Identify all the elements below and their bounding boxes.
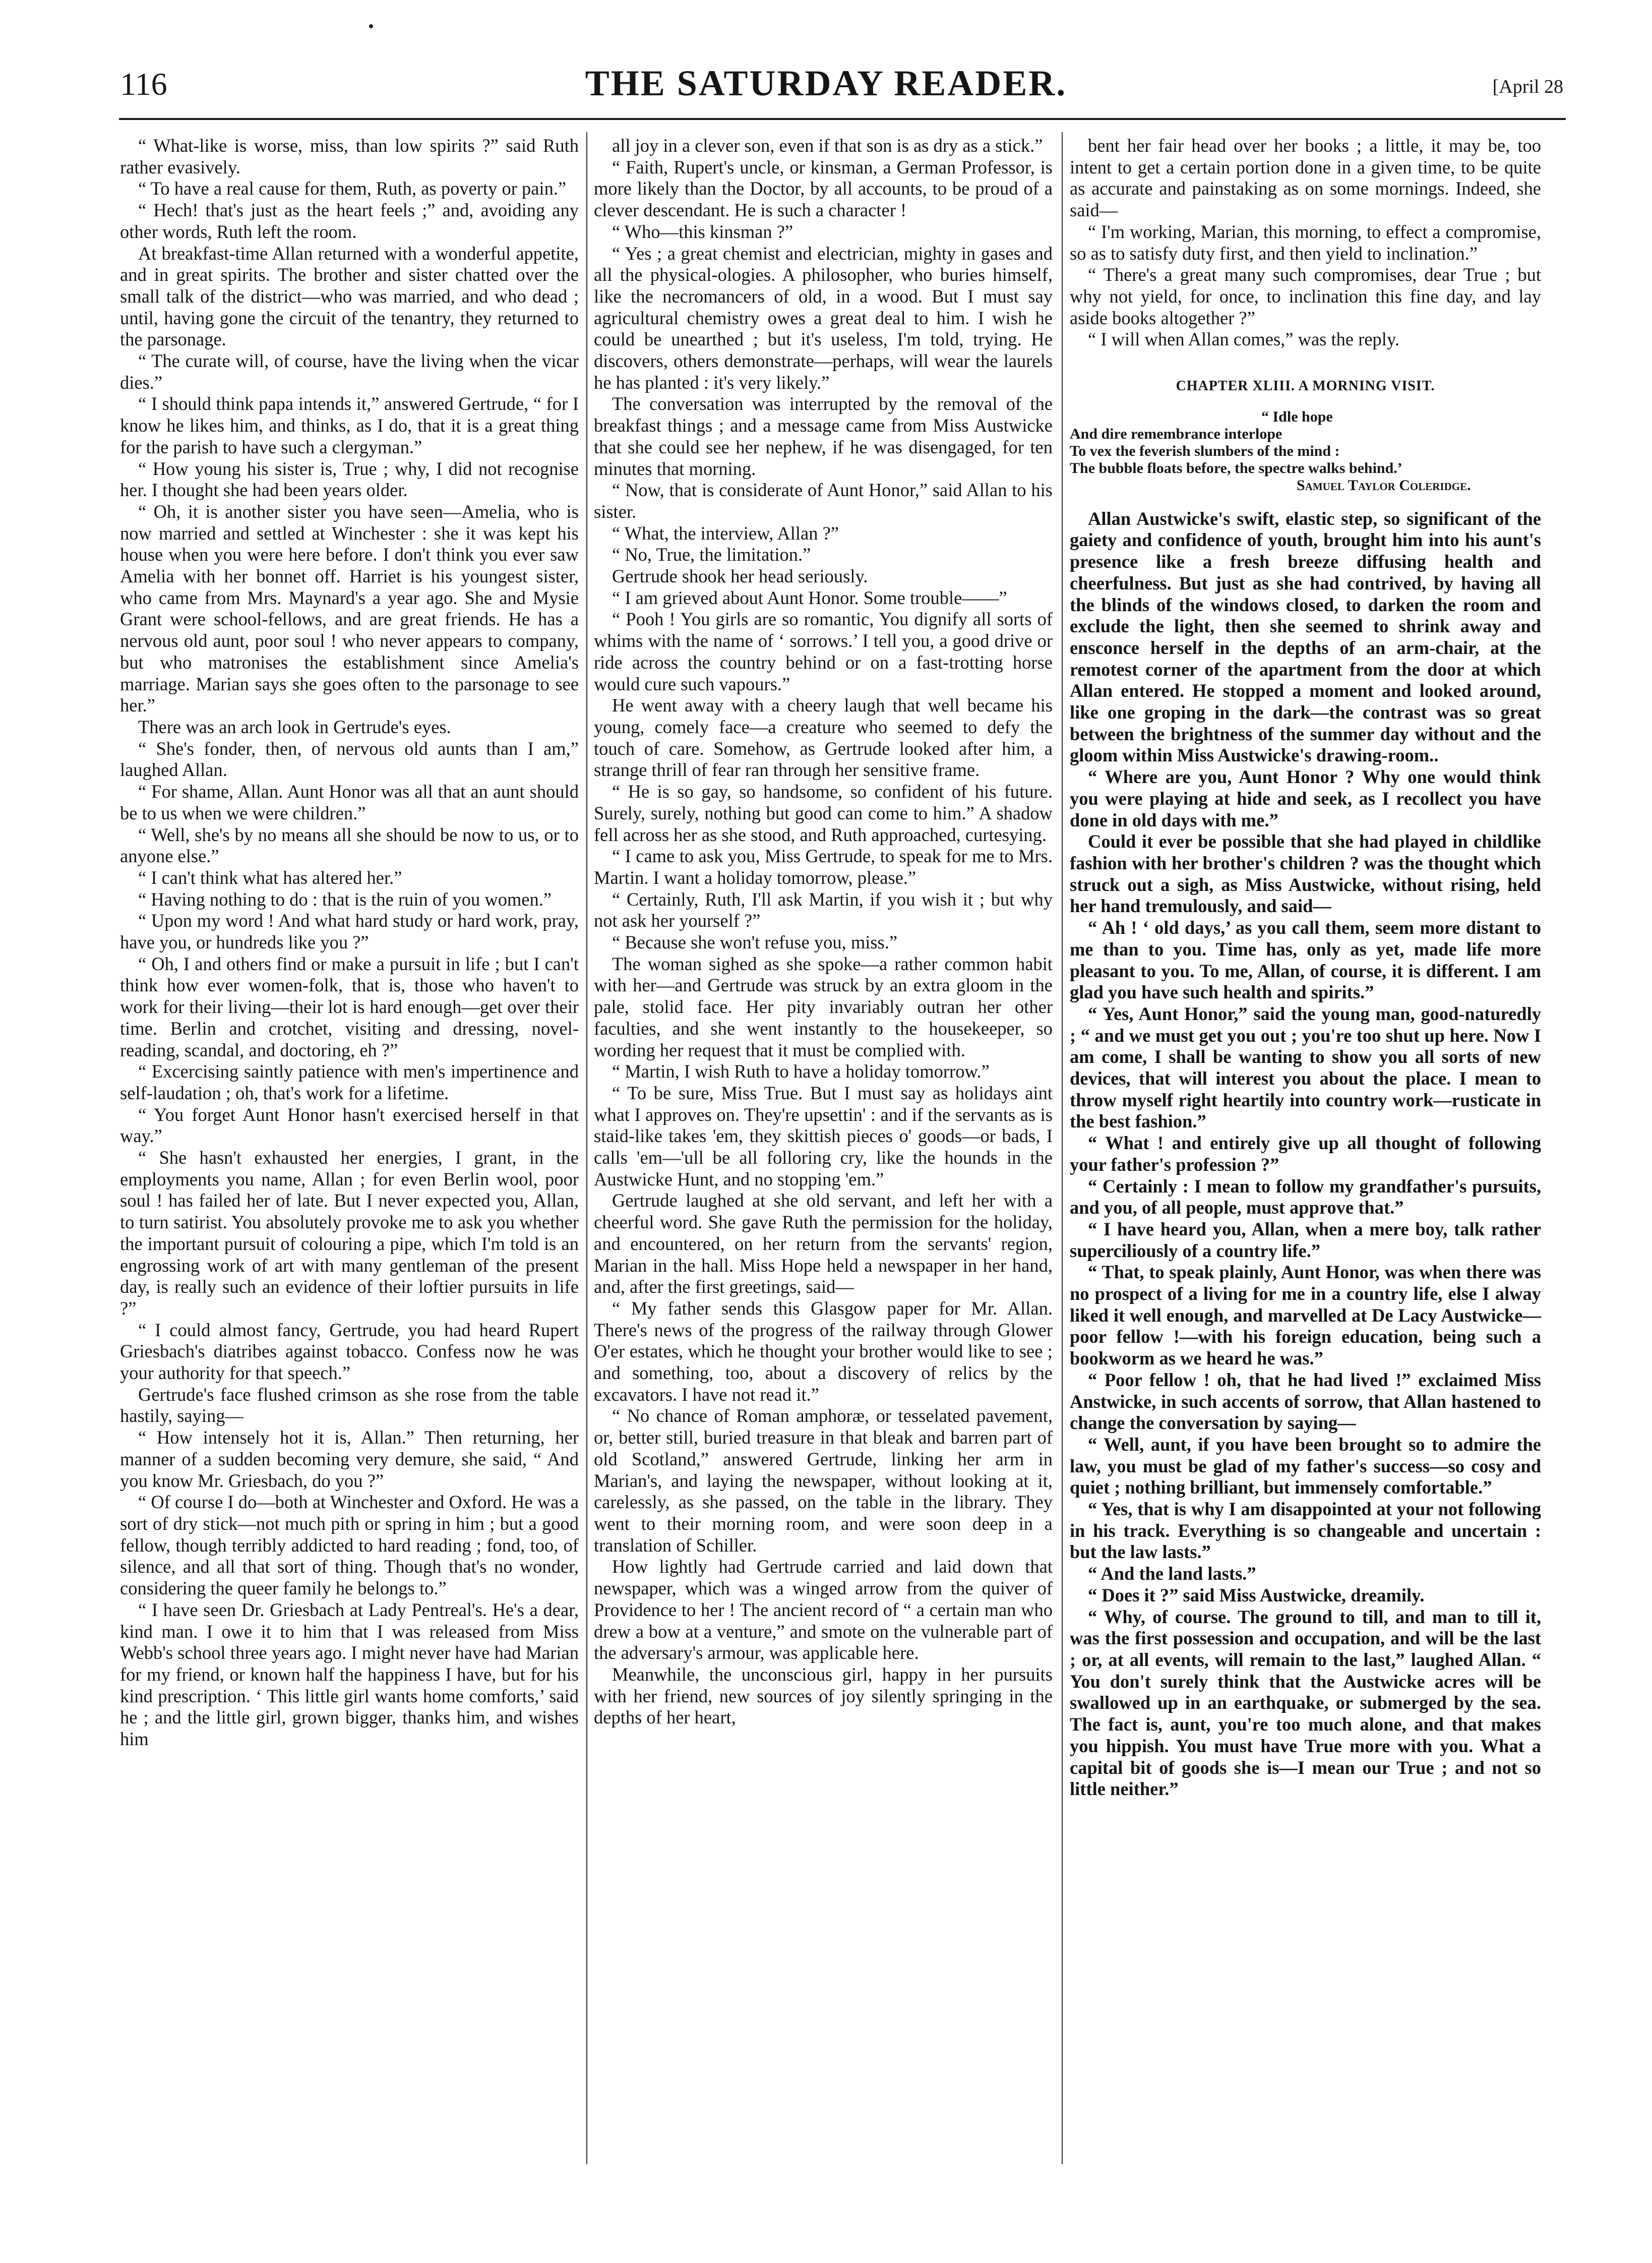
paragraph: “ What ! and entirely give up all thought of following your father's profession ?” [1070, 1133, 1541, 1175]
paragraph: “ The curate will, of course, have the living when the vicar dies.” [120, 350, 579, 393]
paragraph: “ That, to speak plainly, Aunt Honor, was when there was no prospect of a living for me in a country life, else I alway liked it well enough, and marvelled at De Lacy Austwicke—poor fellow !—with his foreign education, being such a bookworm as we heard he was.” [1070, 1262, 1541, 1369]
column-divider [1062, 132, 1063, 2164]
paragraph: “ Oh, I and others find or make a pursuit in life ; but I can't think how ever women-folk, that is, those who haven't to work for their living—their lot is hard enough—get over their time. Berlin and crotchet, visiting and dressing, novel-reading, scandal, and doctoring, eh ?” [120, 953, 579, 1060]
paragraph: “ Where are you, Aunt Honor ? Why one would think you were playing at hide and seek, as I recollect you have done in old days with me.” [1070, 766, 1541, 830]
paragraph: Could it ever be possible that she had played in childlike fashion with her brother's children ? was the thought which struck out a sigh, as Miss Austwicke, without rising, held her hand tremulously, and said— [1070, 831, 1541, 917]
paragraph: “ Who—this kinsman ?” [612, 221, 793, 242]
paragraph: “ Does it ?” said Miss Austwicke, dreamily. [1088, 1584, 1425, 1605]
issue-date: [April 28 [1492, 76, 1563, 97]
paragraph: At breakfast-time Allan returned with a wonderful appetite, and in great spirits. The brother and sister chatted over the small talk of the district—who was married, and who dead ; until, having gone the circuit of the tenantry, they returned to the parsonage. [120, 243, 579, 350]
paragraph: “ Ah ! ‘ old days,’ as you call them, seem more distant to me than to you. Time has, only as yet, made life more pleasant to you. To me, Allan, of course, it is different. I am glad you have such health and spirits.” [1070, 917, 1541, 1003]
paragraph: He went away with a cheery laugh that well became his young, comely face—a creature who seemed to defy the touch of care. Somehow, as Gertrude looked after him, a strange thrill of fear ran through her sensitive frame. [594, 695, 1053, 781]
epigraph [1070, 408, 1541, 494]
paragraph: “ Of course I do—both at Winchester and Oxford. He was a sort of dry stick—not much pith or spring in him ; but a good fellow, though terribly addicted to hard reading ; fond, too, of silence, and all that sort of thing. Though that's no wonder, considering the queer family he belongs to.” [120, 1492, 579, 1599]
paragraph: There was an arch look in Gertrude's eyes. [138, 716, 451, 737]
paragraph: “ Oh, it is another sister you have seen—Amelia, who is now married and settled at Winchester : she it was kept his house when you were here before. I don't think you ever saw Amelia with her bonnet off. Harriet is his youngest sister, who came from Mrs. Maynard's a year ago. She and Mysie Grant were school-fellows, and are great friends. He has a nervous old aunt, poor soul ! who never appears to company, but who matronises the establishment since Amelia's marriage. Marian says she goes often to the parsonage to see her.” [120, 501, 579, 716]
paragraph: “ Well, aunt, if you have been brought so to admire the law, you must be glad of my father's success—so cosy and quiet ; nothing brilliant, but immensely comfortable.” [1070, 1434, 1541, 1498]
text-column-2 [594, 135, 1053, 1729]
paragraph: “ To be sure, Miss True. But I must say as holidays aint what I approves on. They're upsettin' : and if the servants as is staid-like takes 'em, they skittish pieces o' goods—or bads, I calls 'em—'ull be all folloring cry, like the hounds in the Austwicke Hunt, and no stopping 'em.” [594, 1082, 1053, 1189]
print-speck [369, 24, 373, 28]
paragraph: “ I have heard you, Allan, when a mere boy, talk rather superciliously of a country life.” [1070, 1218, 1541, 1261]
paragraph: Allan Austwicke's swift, elastic step, so significant of the gaiety and confidence of youth, brought him into his aunt's presence like a fresh breeze diffusing health and cheerfulness. But just as she had contrived, by having all the blinds of the windows closed, to darken the room and exclude the light, then she seemed to shrink away and ensconce herself in the depths of an arm-chair, at the remotest corner of the apartment from the door at which Allan entered. He stopped a moment and looked around, like one groping in the dark—the contrast was so great between the brightness of the summer day without and the gloom within Miss Austwicke's drawing-room.. [1070, 508, 1541, 766]
paragraph: “ To have a real cause for them, Ruth, as poverty or pain.” [138, 178, 567, 199]
paragraph: The woman sighed as she spoke—a rather common habit with her—and Gertrude was struck by an extra gloom in the pale, stolid face. Her pity invariably outran her other faculties, and she went instantly to the housekeeper, so wording her request that it must be complied with. [594, 953, 1053, 1060]
paragraph: “ Martin, I wish Ruth to have a holiday tomorrow.” [612, 1061, 990, 1082]
paragraph: “ No, True, the limitation.” [612, 544, 811, 565]
paragraph: “ I can't think what has altered her.” [138, 867, 402, 888]
paragraph: “ What, the interview, Allan ?” [612, 522, 839, 544]
column-divider [586, 132, 587, 2164]
paragraph: bent her fair head over her books ; a little, it may be, too intent to get a certain portion done in a given time, to be quite as accurate and painstaking as on some mornings. Indeed, she said— [1070, 135, 1541, 221]
paragraph: “ I will when Allan comes,” was the reply. [1088, 329, 1399, 350]
paragraph: How lightly had Gertrude carried and laid down that newspaper, which was a winged arrow from the quiver of Providence to her ! The ancient record of “ a certain man who drew a bow at a venture,” and smote on the vulnerable part of the adversary's armour, was applicable here. [594, 1556, 1053, 1663]
paragraph: The conversation was interrupted by the removal of the breakfast things ; and a message came from Miss Austwicke that she could see her nephew, if he was disengaged, for ten minutes that morning. [594, 393, 1053, 479]
paragraph: “ Hech! that's just as the heart feels ;” and, avoiding any other words, Ruth left the room. [120, 200, 579, 242]
paragraph: “ How young his sister is, True ; why, I did not recognise her. I thought she had been years older. [120, 458, 579, 501]
paragraph: “ You forget Aunt Honor hasn't exercised herself in that way.” [120, 1104, 579, 1147]
epigraph-line: To vex the feverish slumbers of the mind : [1070, 442, 1340, 459]
paragraph: “ There's a great many such compromises, dear True ; but why not yield, for once, to inclination this fine day, and lay aside books altogether ?” [1070, 264, 1541, 328]
epigraph-line: And dire remembrance interlope [1070, 425, 1282, 442]
paragraph: “ She hasn't exhausted her energies, I grant, in the employments you name, Allan ; for even Berlin wool, poor soul ! has failed her of late. But I never expected you, Allan, to turn satirist. You absolutely provoke me to ask you whether the important pursuit of colouring a pipe, which I'm told is an engrossing work of art with many gentleman of the present day, is really such an evidence of their loftier pursuits in life ?” [120, 1147, 579, 1319]
epigraph-attribution: Samuel Taylor Coleridge. [1297, 477, 1471, 494]
paragraph: “ I'm working, Marian, this morning, to effect a compromise, so as to satisfy duty first, and then yield to inclination.” [1070, 221, 1541, 264]
paragraph: all joy in a clever son, even if that son is as dry as a stick.” [612, 135, 1043, 156]
paragraph: “ Well, she's by no means all she should be now to us, or to anyone else.” [120, 824, 579, 867]
column-3-bottom-text [1070, 508, 1541, 1800]
paragraph: “ I came to ask you, Miss Gertrude, to speak for me to Mrs. Martin. I want a holiday tomorrow, please.” [594, 846, 1053, 888]
text-column-1 [120, 135, 579, 1750]
epigraph-line: “ Idle hope [1261, 408, 1333, 425]
chapter-heading: CHAPTER XLIII. A MORNING VISIT. [1176, 378, 1435, 394]
paragraph: “ He is so gay, so handsome, so confident of his future. Surely, surely, nothing but good can come to him.” A shadow fell across her as she stood, and Ruth approached, curtesying. [594, 781, 1053, 845]
paragraph: “ Yes ; a great chemist and electrician, mighty in gases and all the physical-ologies. A philosopher, who buries himself, like the necromancers of old, in a wood. But I must say agricultural chemistry owes a great deal to him. I wish he could be unearthed ; but it's useless, I'm told, trying. He discovers, others demonstrate—perhaps, will wear the laurels he has planted : it's very likely.” [594, 243, 1053, 393]
paragraph: Meanwhile, the unconscious girl, happy in her pursuits with her friend, new sources of joy silently springing in the depths of her heart, [594, 1663, 1053, 1728]
paragraph: “ I am grieved about Aunt Honor. Some trouble——” [612, 587, 1007, 608]
paragraph: “ Yes, that is why I am disappointed at your not following in his track. Everything is so changeable and uncertain : but the law lasts.” [1070, 1499, 1541, 1563]
paragraph: “ Excercising saintly patience with men's impertinence and self-laudation ; oh, that's work for a lifetime. [120, 1061, 579, 1103]
paragraph: “ I could almost fancy, Gertrude, you had heard Rupert Griesbach's diatribes against tobacco. Confess now he was your authority for that speech.” [120, 1319, 579, 1384]
paragraph: “ How intensely hot it is, Allan.” Then returning, her manner of a sudden becoming very demure, she said, “ And you know Mr. Griesbach, do you ?” [120, 1427, 579, 1491]
paragraph: “ I should think papa intends it,” answered Gertrude, “ for I know he likes him, and thinks, as I do, that it is a great thing for the parish to have such a clergyman.” [120, 393, 579, 457]
text-column-3 [1070, 135, 1541, 1800]
paragraph: “ Pooh ! You girls are so romantic, You dignify all sorts of whims with the name of ‘ sorrows.’ I tell you, a good drive or ride across the country behind or on a fast-trotting horse would cure such vapours.” [594, 609, 1053, 694]
paragraph: “ Now, that is considerate of Aunt Honor,” said Allan to his sister. [594, 480, 1053, 522]
masthead-title: THE SATURDAY READER. [585, 63, 1067, 103]
paragraph: “ Because she won't refuse you, miss.” [612, 932, 898, 953]
paragraph: “ Upon my word ! And what hard study or hard work, pray, have you, or hundreds like you ?” [120, 910, 579, 953]
paragraph: Gertrude laughed at she old servant, and left her with a cheerful word. She gave Ruth the permission for the holiday, and encountered, on her return from the servants' region, Marian in the hall. Miss Hope held a newspaper in her hand, and, after the first greetings, said— [594, 1190, 1053, 1297]
paragraph: “ Having nothing to do : that is the ruin of you women.” [138, 888, 552, 910]
paragraph: “ And the land lasts.” [1088, 1563, 1256, 1584]
paragraph: Gertrude's face flushed crimson as she rose from the table hastily, saying— [120, 1384, 579, 1426]
paragraph: “ What-like is worse, miss, than low spirits ?” said Ruth rather evasively. [120, 135, 579, 177]
paragraph: “ She's fonder, then, of nervous old aunts than I am,” laughed Allan. [120, 738, 579, 781]
paragraph: “ I have seen Dr. Griesbach at Lady Pentreal's. He's a dear, kind man. I owe it to him that I was released from Miss Webb's school three years ago. I might never have had Marian for my friend, or known half the happiness I have, but for his kind prescription. ‘ This little girl wants home comforts,’ said he ; and the little girl, grown bigger, thanks him, and wishes him [120, 1599, 579, 1750]
epigraph-line: The bubble floats before, the spectre walks behind.’ [1070, 459, 1402, 477]
paragraph: “ Certainly : I mean to follow my grandfather's pursuits, and you, of all people, must approve that.” [1070, 1175, 1541, 1218]
paragraph: “ Faith, Rupert's uncle, or kinsman, a German Professor, is more likely than the Doctor, by all accounts, to be proud of a clever descendant. He is such a character ! [594, 156, 1053, 221]
paragraph: “ My father sends this Glasgow paper for Mr. Allan. There's news of the progress of the railway through Glower O'er estates, which he thought your brother would like to see ; and something, too, about a discovery of relics by the excavators. I have not read it.” [594, 1297, 1053, 1405]
paragraph: “ No chance of Roman amphoræ, or tesselated pavement, or, better still, buried treasure in that bleak and barren part of old Scotland,” answered Gertrude, linking her arm in Marian's, and laying the newspaper, without looking at it, carelessly, as she passed, on the table in the library. They went to their morning room, and were soon deep in a translation of Schiller. [594, 1405, 1053, 1556]
paragraph: “ Certainly, Ruth, I'll ask Martin, if you wish it ; but why not ask her yourself ?” [594, 888, 1053, 931]
paragraph: “ Why, of course. The ground to till, and man to till it, was the first possession and occupation, and will be the last ; or, at all events, will remain to the last,” laughed Allan. “ You don't surely think that the Austwicke acres will be swallowed up in an earthquake, or submerged by the sea. The fact is, aunt, you're too much alone, and that makes you hippish. You must have True more with you. What a capital bit of goods she is—I mean our True ; and not so little neither.” [1070, 1606, 1541, 1800]
paragraph: Gertrude shook her head seriously. [612, 566, 868, 587]
page-number: 116 [120, 66, 167, 102]
paragraph: “ Yes, Aunt Honor,” said the young man, good-naturedly ; “ and we must get you out ; you're too shut up here. Now I am come, I shall be wanting to show you all sorts of new devices, that will interest you about the place. I mean to throw myself right heartily into country work—rusticate in the best fashion.” [1070, 1003, 1541, 1132]
paragraph: “ Poor fellow ! oh, that he had lived !” exclaimed Miss Anstwicke, in such accents of sorrow, that Allan hastened to change the conversation by saying— [1070, 1369, 1541, 1434]
paragraph: “ For shame, Allan. Aunt Honor was all that an aunt should be to us when we were children.” [120, 781, 579, 823]
column-3-top-text [1070, 135, 1541, 350]
header-rule [119, 118, 1566, 120]
